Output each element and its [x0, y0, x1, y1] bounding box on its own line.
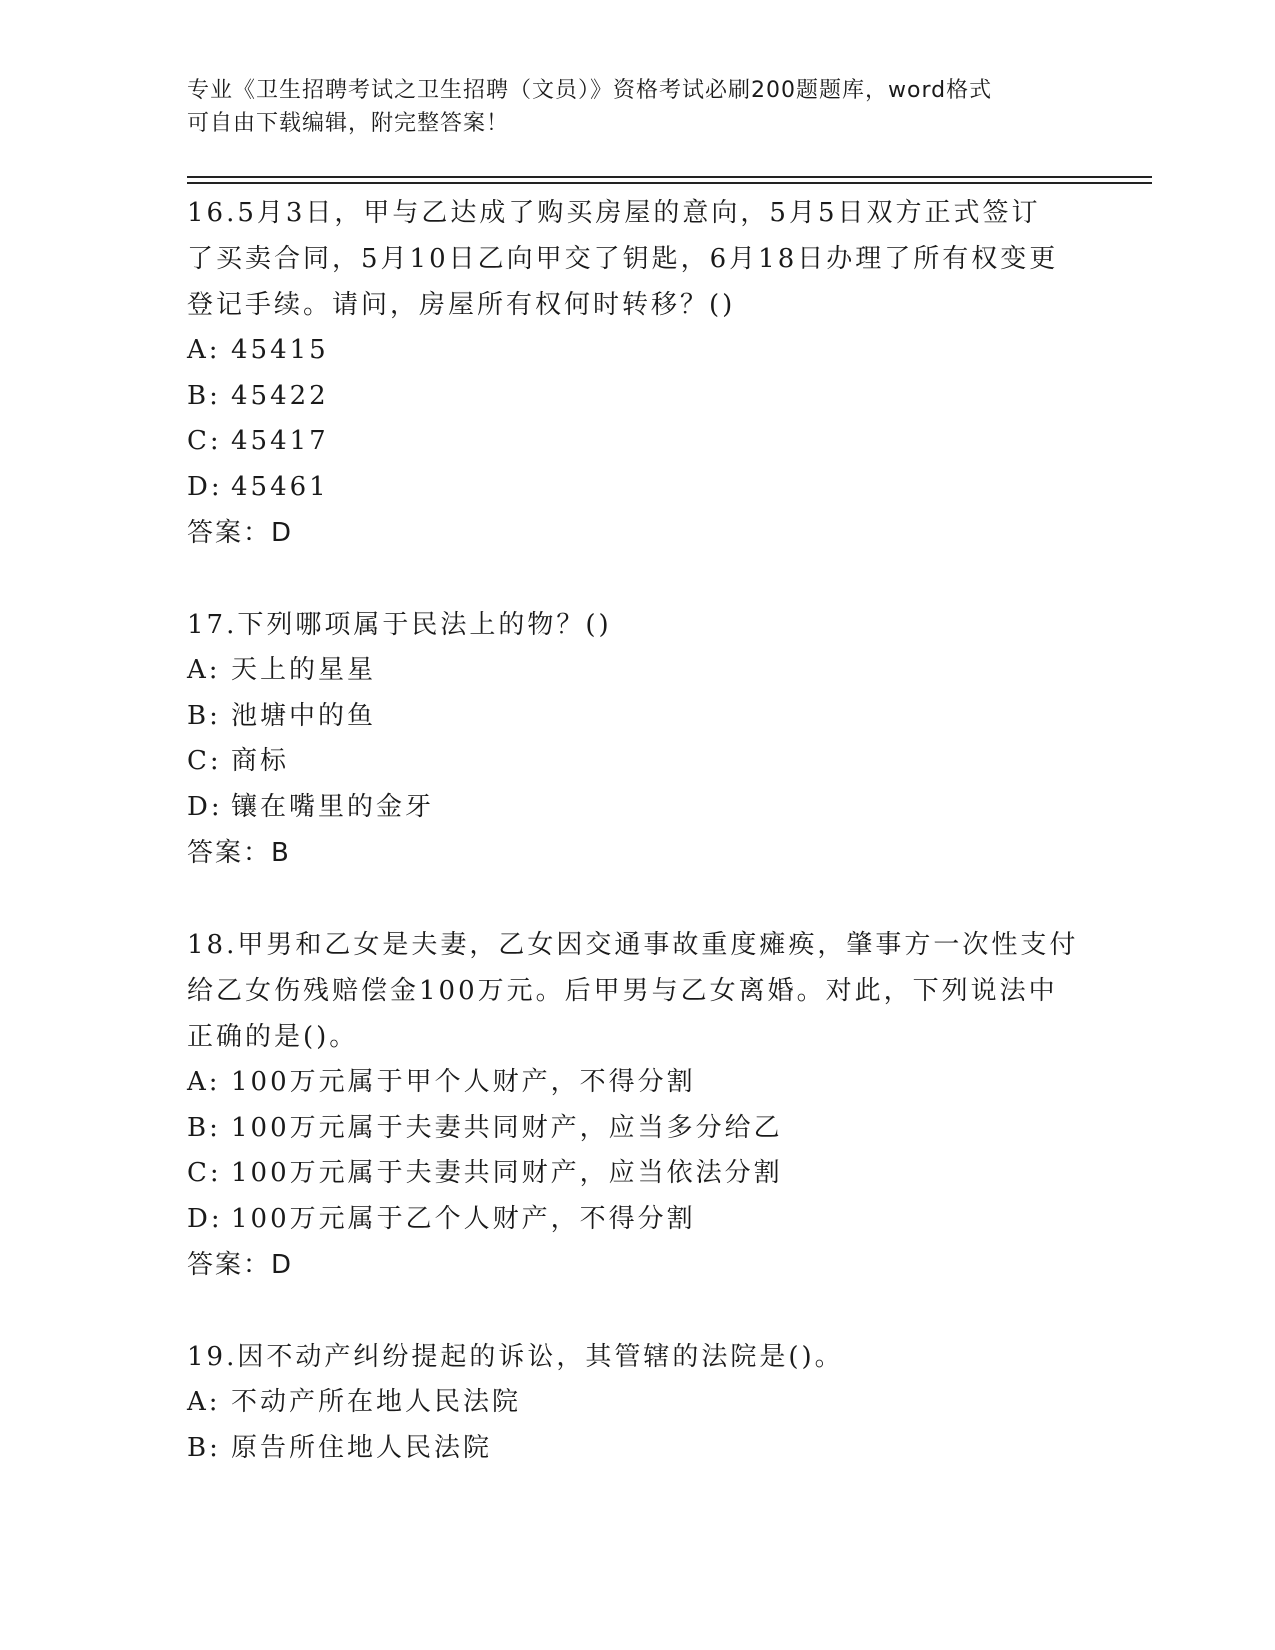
option-text: 不动产所在地人民法院: [231, 1387, 522, 1417]
option-a: [187, 328, 1087, 374]
option-c: [187, 1151, 1087, 1197]
question-text-line: 登记手续。请问，房屋所有权何时转移？(): [187, 290, 736, 320]
question-19: [187, 1334, 1087, 1471]
question-text-line: 正确的是()。: [187, 1022, 359, 1052]
question-16: [187, 190, 1087, 556]
question-text-line: 19.因不动产纠纷提起的诉讼，其管辖的法院是()。: [187, 1342, 844, 1372]
option-letter: C:: [187, 746, 222, 776]
question-spacer: [187, 876, 1087, 922]
question-text-line: 了买卖合同，5月10日乙向甲交了钥匙，6月18日办理了所有权变更: [187, 244, 1059, 274]
option-letter: B:: [187, 1112, 221, 1143]
answer-line: 答案：D: [187, 1250, 294, 1280]
option-letter: A:: [187, 655, 221, 685]
option-b: [187, 374, 1087, 420]
option-d: [187, 465, 1087, 511]
option-letter: B:: [187, 1432, 221, 1463]
option-text: 池塘中的鱼: [231, 700, 377, 731]
option-text: 45415: [231, 335, 329, 365]
header-line-2: 可自由下载编辑，附完整答案！: [187, 111, 510, 136]
option-b: [187, 1106, 1087, 1152]
option-letter: A:: [187, 1387, 221, 1417]
option-text: 镶在嘴里的金牙: [231, 791, 435, 822]
option-text: 原告所住地人民法院: [231, 1432, 493, 1463]
option-c: [187, 739, 1087, 785]
option-letter: A:: [187, 335, 221, 365]
option-letter: B:: [187, 700, 221, 731]
option-text: 45461: [231, 471, 329, 502]
question-17: [187, 602, 1087, 876]
header-divider-bottom: [187, 182, 1152, 184]
question-text-line: 给乙女伤残赔偿金100万元。后甲男与乙女离婚。对此，下列说法中: [187, 976, 1058, 1006]
option-b: [187, 694, 1087, 740]
option-text: 100万元属于乙个人财产，不得分割: [231, 1203, 696, 1234]
option-d: [187, 785, 1087, 831]
question-text-line: 18.甲男和乙女是夫妻，乙女因交通事故重度瘫痪，肇事方一次性支付: [187, 930, 1079, 960]
document-header: [187, 74, 1067, 140]
header-line-1: 专业《卫生招聘考试之卫生招聘（文员）》资格考试必刷200题题库，word格式: [187, 78, 993, 103]
option-text: 100万元属于甲个人财产，不得分割: [231, 1067, 696, 1097]
question-spacer: [187, 556, 1087, 602]
question-text-line: 17.下列哪项属于民法上的物？(): [187, 610, 612, 640]
option-letter: B:: [187, 380, 221, 411]
option-letter: A:: [187, 1067, 221, 1097]
option-letter: D:: [187, 791, 223, 822]
answer-line: 答案：D: [187, 518, 294, 548]
header-divider-top: [187, 176, 1152, 178]
question-18: [187, 922, 1087, 1288]
option-text: 45417: [231, 426, 329, 456]
option-letter: D:: [187, 471, 223, 502]
option-a: [187, 1060, 1087, 1106]
option-d: [187, 1197, 1087, 1243]
option-text: 天上的星星: [231, 655, 377, 685]
option-text: 商标: [231, 746, 290, 776]
question-text-line: 16.5月3日，甲与乙达成了购买房屋的意向，5月5日双方正式签订: [187, 198, 1041, 228]
option-text: 100万元属于夫妻共同财产，应当多分给乙: [231, 1112, 783, 1143]
option-letter: C:: [187, 1158, 222, 1188]
option-letter: D:: [187, 1203, 223, 1234]
option-c: [187, 419, 1087, 465]
option-text: 45422: [231, 380, 329, 411]
answer-line: 答案：B: [187, 838, 291, 868]
question-spacer: [187, 1288, 1087, 1334]
option-text: 100万元属于夫妻共同财产，应当依法分割: [231, 1158, 783, 1188]
question-list: [187, 190, 1087, 1471]
option-a: [187, 648, 1087, 694]
option-letter: C:: [187, 426, 222, 456]
option-a: [187, 1380, 1087, 1426]
option-b: [187, 1426, 1087, 1472]
